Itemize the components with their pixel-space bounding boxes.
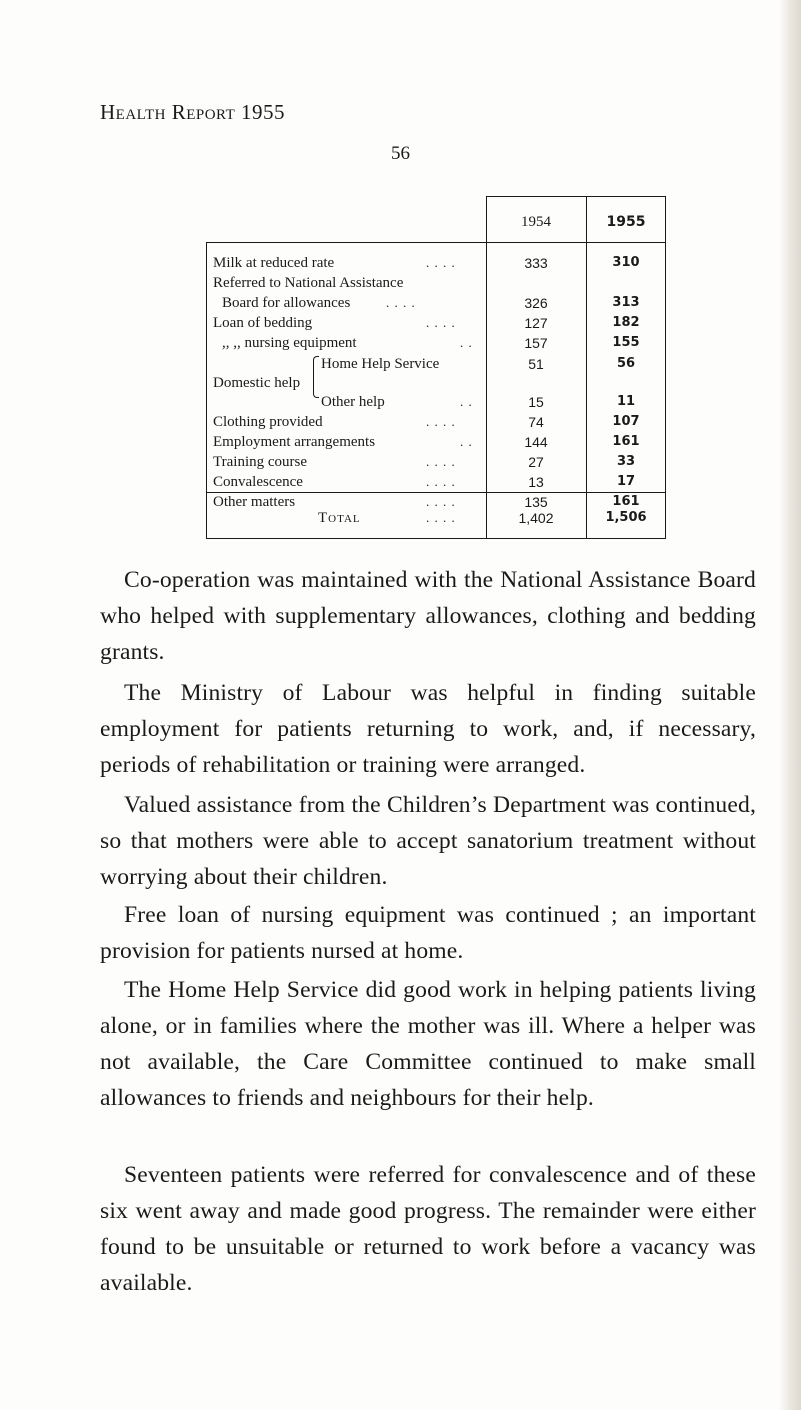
value-1955: 182 xyxy=(612,315,640,330)
leader-dots: . . . . xyxy=(426,510,456,525)
paragraph-home-help-service: The Home Help Service did good work in helping patients living alone, or in families where the mother was ill. Where a helper was not available, the Care Committee continued to make small allowances to friends and neighbours for their help. xyxy=(100,977,756,1111)
value-1955: 107 xyxy=(612,414,640,429)
table-total-row xyxy=(206,510,666,532)
table-row xyxy=(206,335,666,355)
value-1955: 17 xyxy=(616,474,636,489)
table-row xyxy=(206,275,666,295)
row-label: Other help xyxy=(321,394,385,410)
leader-dots: . . xyxy=(460,335,473,350)
row-label: Loan of bedding xyxy=(213,315,313,331)
paragraph-convalescence: Seventeen patients were referred for convalescence and of these six went away and made good progress. The remainder were either found to be unsuitable or returned to work before a vacancy was available. xyxy=(100,1162,756,1296)
row-label: Referred to National Assistance xyxy=(213,275,404,291)
table-row xyxy=(206,474,666,494)
paragraph-ministry-of-labour: The Ministry of Labour was helpful in finding suitable employment for patients returning to work, and, if necessary, periods of rehabilitation or training were arranged. xyxy=(100,680,756,778)
row-label: ,, ,, nursing equipment xyxy=(222,335,357,351)
leader-dots: . . . . xyxy=(426,315,456,330)
column-header-1954: 1954 xyxy=(521,214,551,230)
value-1954: 13 xyxy=(528,474,544,490)
value-1955: 33 xyxy=(616,454,636,469)
page-number: 56 xyxy=(391,143,410,164)
total-1955: 1,506 xyxy=(605,510,647,525)
row-label: Milk at reduced rate xyxy=(213,255,335,271)
value-1955: 310 xyxy=(612,255,640,270)
value-1955: 313 xyxy=(612,295,640,310)
page-edge-shadow xyxy=(779,0,801,1410)
value-1954: 74 xyxy=(528,414,544,430)
leader-dots: . . . . xyxy=(426,414,456,429)
value-1954: 51 xyxy=(528,356,544,372)
leader-dots: . . . . xyxy=(426,474,456,489)
value-1954: 135 xyxy=(524,494,548,510)
value-1955: 11 xyxy=(616,394,636,409)
paragraph-childrens-department: Valued assistance from the Children’s Department was continued, so that mothers were able to accept sanatorium treatment without worrying about their children. xyxy=(100,792,756,890)
row-label: Board for allowances xyxy=(222,295,351,311)
leader-dots: . . . . xyxy=(426,454,456,469)
value-1955: 161 xyxy=(612,434,640,449)
value-1954: 15 xyxy=(528,394,544,410)
table-row xyxy=(206,295,666,315)
value-1954: 144 xyxy=(524,434,548,450)
value-1954: 333 xyxy=(524,255,548,271)
paragraph-national-assistance: Co-operation was maintained with the National Assistance Board who helped with supplementary allowances, clothing and bedding grants. xyxy=(100,567,756,665)
row-label: Convalescence xyxy=(213,474,303,490)
table-row xyxy=(206,434,666,454)
table-row xyxy=(206,414,666,434)
value-1954: 127 xyxy=(524,315,548,331)
value-1954: 27 xyxy=(528,454,544,470)
column-header-1955: 1955 xyxy=(606,214,646,230)
table-row xyxy=(206,454,666,474)
table-row xyxy=(206,356,666,376)
table-row xyxy=(206,315,666,335)
paragraph-nursing-equipment: Free loan of nursing equipment was continued ; an important provision for patients nursed at home. xyxy=(100,902,756,964)
table-top-rule xyxy=(486,196,666,197)
value-1954: 326 xyxy=(524,295,548,311)
table-bottom-rule xyxy=(206,538,666,539)
value-1954: 157 xyxy=(524,335,548,351)
running-head: Health Report 1955 xyxy=(100,100,286,124)
leader-dots: . . . . xyxy=(386,295,416,310)
row-label: Domestic help xyxy=(213,375,301,391)
row-label: Clothing provided xyxy=(213,414,323,430)
row-label: Employment arrangements xyxy=(213,434,376,450)
table-header-rule xyxy=(206,242,666,243)
row-label: Home Help Service xyxy=(321,356,440,372)
leader-dots: . . xyxy=(460,394,473,409)
value-1955: 56 xyxy=(616,356,636,371)
total-label: Total xyxy=(318,510,361,526)
row-label: Training course xyxy=(213,454,308,470)
leader-dots: . . . . xyxy=(426,255,456,270)
value-1955: 155 xyxy=(612,335,640,350)
statistics-table xyxy=(206,196,666,540)
row-label: Other matters xyxy=(213,494,296,510)
total-1954: 1,402 xyxy=(518,510,554,526)
table-row xyxy=(206,255,666,275)
leader-dots: . . . . xyxy=(426,494,456,509)
value-1955: 161 xyxy=(612,494,640,509)
leader-dots: . . xyxy=(460,434,473,449)
table-row xyxy=(206,375,666,395)
table-row xyxy=(206,394,666,414)
